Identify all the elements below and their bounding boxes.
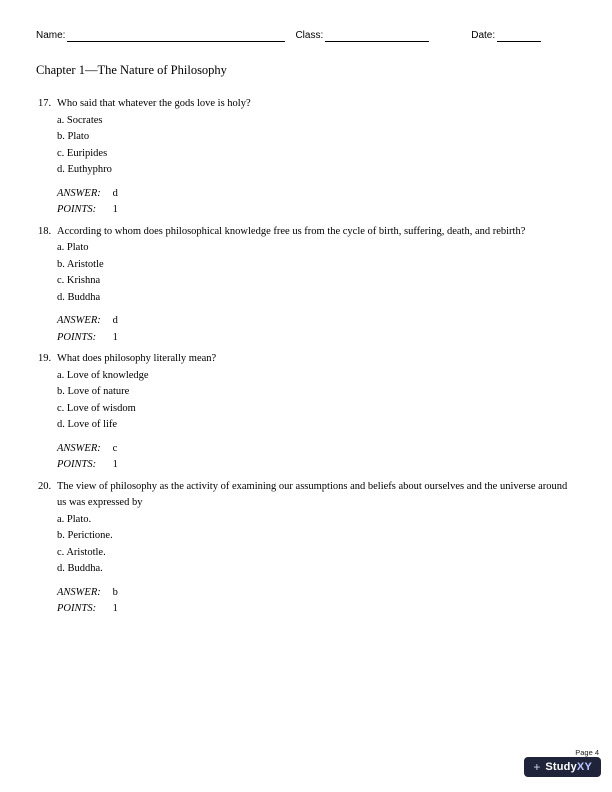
choices [57,368,576,434]
points-value: 1 [112,331,118,343]
question-number: 17. [38,98,52,109]
brand-xy: XY [576,761,592,773]
choice: b. Plato [57,131,90,142]
points-label: POINTS: [57,459,97,470]
choice: a. Plato [57,242,89,253]
points-value: 1 [112,459,118,470]
chapter-title: Chapter 1—The Nature of Philosophy [36,63,227,77]
choice: c. Love of wisdom [57,402,136,414]
question [38,96,576,219]
question-text: According to whom does philosophical knowledge free us from the cycle of birth, suffering, death, and rebirth? [57,225,526,237]
points-line [57,330,576,347]
points-label: POINTS: [57,603,97,614]
answer-value: d [112,187,118,199]
choice: c. Euripides [57,147,108,159]
questions [38,96,576,618]
choice: d. Euthyphro [57,164,112,175]
choice: c. Krishna [57,275,101,286]
answer-block [57,186,576,219]
date-blank-line [497,31,541,42]
answer-block [57,441,576,474]
choice: b. Perictione. [57,530,113,541]
choice: b. Aristotle [57,258,104,270]
class-label: Class: [295,30,324,41]
answer-value: d [112,315,118,326]
question [38,224,576,347]
answer-value: c [112,442,118,454]
name-field [36,30,285,42]
choices [57,512,576,578]
choice: d. Buddha [57,291,101,303]
points-label: POINTS: [57,331,97,343]
answer-block [57,585,576,618]
question [38,351,576,474]
header [36,30,576,42]
answer-line [57,313,576,330]
answer-label: ANSWER: [57,187,101,199]
brand-study: Study [545,761,577,773]
answer-value: b [112,586,118,598]
answer-label: ANSWER: [57,586,101,598]
question-text: The view of philosophy as the activity of examining our assumptions and beliefs about ourselves and the universe around us was expressed by [57,480,568,508]
choice: a. Socrates [57,114,103,126]
answer-line [57,441,576,458]
choices [57,240,576,306]
answer-label: ANSWER: [57,315,101,326]
points-value: 1 [112,603,118,614]
points-line [57,457,576,474]
choice: a. Plato. [57,513,92,525]
question-text-line [38,479,576,512]
question-text-line [38,96,576,113]
question-text: Who said that whatever the gods love is holy? [57,98,251,109]
choices [57,113,576,179]
answer-line [57,585,576,602]
answer-label: ANSWER: [57,442,101,454]
points-label: POINTS: [57,204,97,215]
brand-wordmark [545,761,592,773]
date-field [471,30,541,42]
class-field [295,30,429,42]
question [38,479,576,618]
studyxy-badge[interactable] [524,757,601,777]
question-number: 18. [38,225,52,237]
points-value: 1 [112,204,118,215]
class-blank-line [325,31,429,42]
choice: d. Buddha. [57,563,103,574]
question-number: 19. [38,353,52,364]
question-text: What does philosophy literally mean? [57,353,217,364]
points-line [57,202,576,219]
answer-block [57,313,576,346]
choice: a. Love of knowledge [57,369,149,381]
name-label: Name: [36,30,66,41]
plus-icon: + [533,760,541,774]
choice: d. Love of life [57,419,118,430]
name-blank-line [67,31,285,42]
answer-line [57,186,576,203]
choice: c. Aristotle. [57,546,106,558]
question-text-line [38,224,576,241]
question-text-line [38,351,576,368]
date-label: Date: [471,30,496,41]
question-number: 20. [38,480,52,492]
choice: b. Love of nature [57,386,130,397]
points-line [57,601,576,618]
page-number: Page 4 [575,748,599,757]
